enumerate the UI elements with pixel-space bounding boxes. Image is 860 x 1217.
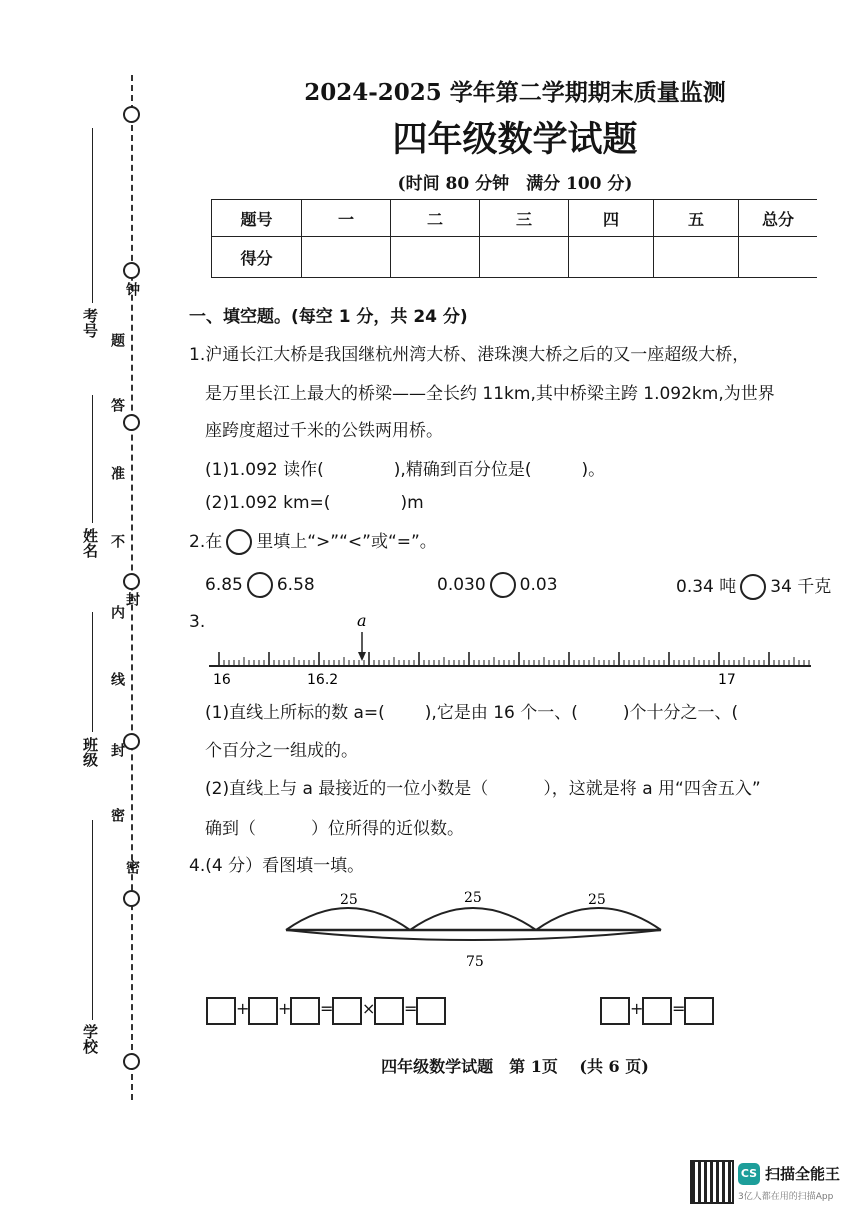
name-label: 姓名 bbox=[81, 528, 99, 558]
scanner-tagline: 3亿人都在用的扫描App bbox=[738, 1192, 834, 1202]
field-line bbox=[92, 128, 93, 303]
seal-char: 密 bbox=[124, 860, 140, 874]
compare-circle-icon bbox=[226, 529, 252, 555]
q2-left-value: 0.030 bbox=[437, 575, 486, 595]
score-blank-cell[interactable] bbox=[654, 237, 739, 278]
q3-sub1 bbox=[205, 698, 738, 723]
equation-box[interactable] bbox=[684, 997, 714, 1025]
score-cell: 得分 bbox=[212, 237, 302, 278]
score-cell: 题号 bbox=[212, 200, 302, 237]
equation-box[interactable] bbox=[600, 997, 630, 1025]
q2-instruction bbox=[189, 527, 437, 555]
q3-sub1-prefix: (1)直线上所标的数 a=( bbox=[205, 703, 385, 723]
field-line bbox=[92, 612, 93, 732]
arc-value-label: 25 bbox=[340, 892, 358, 908]
q1-sub2-end: )m bbox=[400, 493, 424, 513]
q4-title: 4.(4 分）看图填一填。 bbox=[189, 856, 365, 876]
equation-box[interactable] bbox=[248, 997, 278, 1025]
seal-char: 封 bbox=[109, 743, 125, 757]
equation-box[interactable] bbox=[374, 997, 404, 1025]
exam-id-label: 考号 bbox=[81, 308, 99, 338]
q3-sub1-cont: 个百分之一组成的。 bbox=[205, 741, 358, 761]
q2-item-1 bbox=[205, 572, 315, 598]
q1-sub2 bbox=[205, 493, 424, 513]
score-cell: 一 bbox=[302, 200, 391, 237]
score-table-header-row bbox=[212, 200, 818, 237]
q2-item-3 bbox=[676, 572, 831, 600]
segment-diagram bbox=[278, 884, 670, 970]
score-blank-cell[interactable] bbox=[569, 237, 654, 278]
q2-left-value: 6.85 bbox=[205, 575, 243, 595]
compare-circle-input[interactable] bbox=[247, 572, 273, 598]
q3-sub2 bbox=[205, 774, 761, 799]
equation-operator: = bbox=[404, 999, 418, 1018]
score-cell: 五 bbox=[654, 200, 739, 237]
score-table bbox=[211, 199, 817, 278]
score-table-score-row bbox=[212, 237, 818, 278]
compare-circle-input[interactable] bbox=[490, 572, 516, 598]
q3-sub2-prefix: (2)直线上与 a 最接近的一位小数是（ bbox=[205, 779, 489, 799]
q2-right-value: 6.58 bbox=[276, 575, 315, 595]
field-line bbox=[92, 395, 93, 523]
q3-number: 3. bbox=[189, 612, 206, 632]
tick-label: 16 bbox=[213, 672, 231, 688]
equation-operator: + bbox=[630, 999, 644, 1018]
scanner-app-name: 扫描全能王 bbox=[765, 1165, 841, 1183]
q1-text-line: 是万里长江上最大的桥梁——全长约 11km,其中桥梁主跨 1.092km,为世界 bbox=[205, 384, 775, 404]
exam-title: 四年级数学试题 bbox=[392, 120, 638, 160]
seal-char: 封 bbox=[124, 592, 140, 606]
q1-sub1-end: )。 bbox=[581, 460, 606, 480]
arc-segment bbox=[286, 908, 410, 930]
equation-box[interactable] bbox=[332, 997, 362, 1025]
binding-hole-icon bbox=[123, 106, 140, 123]
q1-sub1-prefix: (1)1.092 读作( bbox=[205, 460, 324, 480]
qr-code-icon bbox=[690, 1160, 734, 1204]
binding-hole-icon bbox=[123, 890, 140, 907]
binding-hole-icon bbox=[123, 262, 140, 279]
seal-char: 内 bbox=[109, 605, 125, 619]
q1-text-line: 1.沪通长江大桥是我国继杭州湾大桥、港珠澳大桥之后的又一座超级大桥， bbox=[189, 345, 750, 365]
number-line bbox=[205, 606, 817, 688]
total-value-label: 75 bbox=[466, 954, 484, 970]
q3-sub2-cont bbox=[205, 814, 464, 839]
marker-arrowhead-icon bbox=[358, 652, 366, 661]
equation-operator: + bbox=[236, 999, 250, 1018]
q2-suffix: 里填上“>”“<”或“=”。 bbox=[256, 532, 437, 552]
q3-sub1-end: )个十分之一、( bbox=[622, 703, 739, 723]
equation-operator: × bbox=[362, 999, 376, 1018]
q2-prefix: 2.在 bbox=[189, 532, 223, 552]
tick-label: 16.2 bbox=[307, 672, 339, 688]
tick-label: 17 bbox=[718, 672, 736, 688]
q2-item-2 bbox=[437, 572, 558, 598]
seal-char: 钟 bbox=[124, 282, 140, 296]
score-cell: 总分 bbox=[739, 200, 818, 237]
score-cell: 二 bbox=[391, 200, 480, 237]
q3-sub2-cont-end: ）位所得的近似数。 bbox=[311, 819, 464, 839]
equation-box[interactable] bbox=[642, 997, 672, 1025]
score-cell: 三 bbox=[480, 200, 569, 237]
seal-char: 线 bbox=[109, 672, 125, 686]
seal-char: 题 bbox=[109, 333, 125, 347]
q2-right-value: 34 千克 bbox=[770, 577, 832, 597]
seal-char: 密 bbox=[109, 808, 125, 822]
arc-segment bbox=[410, 908, 536, 930]
q3-sub2-mid: ），这就是将 a 用“四舍五入” bbox=[543, 779, 761, 799]
score-cell: 四 bbox=[569, 200, 654, 237]
q1-sub2-prefix: (2)1.092 km=( bbox=[205, 493, 331, 513]
number-line-marker-label: a bbox=[357, 611, 367, 630]
equation-box[interactable] bbox=[206, 997, 236, 1025]
binding-hole-icon bbox=[123, 573, 140, 590]
arc-segment bbox=[536, 908, 661, 930]
equation-operator: = bbox=[320, 999, 334, 1018]
camscanner-logo-icon: CS bbox=[738, 1163, 760, 1185]
page-footer: 四年级数学试题 第 1页 (共 6 页) bbox=[381, 1057, 649, 1076]
q2-left-value: 0.34 吨 bbox=[676, 577, 737, 597]
q3-sub2-cont-prefix: 确到（ bbox=[205, 819, 256, 839]
seal-char: 准 bbox=[109, 466, 125, 480]
equation-box[interactable] bbox=[416, 997, 446, 1025]
arc-value-label: 25 bbox=[464, 890, 482, 906]
q1-sub1-mid: ),精确到百分位是( bbox=[393, 460, 532, 480]
school-label: 学校 bbox=[81, 1024, 99, 1054]
section-title: 一、填空题。(每空 1 分，共 24 分) bbox=[189, 307, 468, 327]
q2-right-value: 0.03 bbox=[519, 575, 558, 595]
total-arc bbox=[286, 930, 661, 940]
exam-time-score: (时间 80 分钟 满分 100 分) bbox=[397, 174, 633, 194]
arc-value-label: 25 bbox=[588, 892, 606, 908]
q3-sub1-mid: ),它是由 16 个一、( bbox=[424, 703, 578, 723]
score-blank-cell[interactable] bbox=[739, 237, 818, 278]
number-line-ticks bbox=[219, 652, 809, 666]
compare-circle-input[interactable] bbox=[740, 574, 766, 600]
score-blank-cell[interactable] bbox=[302, 237, 391, 278]
binding-hole-icon bbox=[123, 414, 140, 431]
equation-operator: + bbox=[278, 999, 292, 1018]
binding-hole-icon bbox=[123, 1053, 140, 1070]
field-line bbox=[92, 820, 93, 1020]
q1-text-line: 座跨度超过千米的公铁两用桥。 bbox=[205, 421, 443, 441]
seal-char: 答 bbox=[109, 398, 125, 412]
equation-box[interactable] bbox=[290, 997, 320, 1025]
seal-char: 不 bbox=[109, 534, 125, 548]
score-blank-cell[interactable] bbox=[391, 237, 480, 278]
q1-sub1 bbox=[205, 455, 605, 480]
exam-term-heading: 2024-2025 学年第二学期期末质量监测 bbox=[304, 79, 726, 106]
score-blank-cell[interactable] bbox=[480, 237, 569, 278]
class-label: 班级 bbox=[81, 737, 99, 767]
equation-operator: = bbox=[672, 999, 686, 1018]
